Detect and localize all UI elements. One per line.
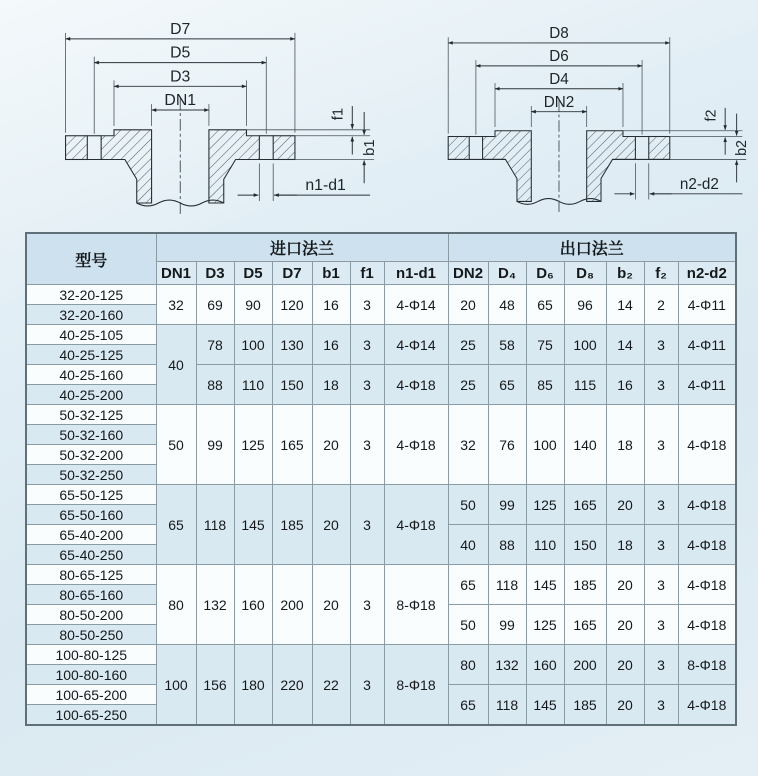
value-cell: 100 (156, 645, 196, 726)
value-cell: 4-Φ11 (678, 365, 736, 405)
value-cell: 165 (272, 405, 312, 485)
model-cell: 65-50-125 (26, 485, 156, 505)
value-cell: 69 (196, 285, 234, 325)
value-cell: 3 (350, 645, 384, 726)
model-cell: 65-50-160 (26, 505, 156, 525)
value-cell: 4-Φ11 (678, 325, 736, 365)
value-cell: 125 (526, 485, 564, 525)
model-cell: 40-25-160 (26, 365, 156, 385)
value-cell: 160 (526, 645, 564, 685)
value-cell: 120 (272, 285, 312, 325)
value-cell: 8-Φ18 (384, 645, 448, 726)
value-cell: 18 (312, 365, 350, 405)
value-cell: 14 (606, 285, 644, 325)
label-f: f1 (330, 107, 347, 121)
value-cell: 3 (644, 325, 678, 365)
value-cell: 140 (564, 405, 606, 485)
value-cell: 3 (350, 285, 384, 325)
value-cell: 100 (234, 325, 272, 365)
value-cell: 3 (644, 685, 678, 726)
value-cell: 8-Φ18 (678, 645, 736, 685)
model-cell: 40-25-200 (26, 385, 156, 405)
value-cell: 3 (350, 565, 384, 645)
value-cell: 16 (312, 285, 350, 325)
model-cell: 80-50-200 (26, 605, 156, 625)
value-cell: 110 (526, 525, 564, 565)
label-b: b1 (362, 139, 378, 156)
value-cell: 80 (156, 565, 196, 645)
value-cell: 65 (526, 285, 564, 325)
inlet-flange-header: 进口法兰 (156, 233, 448, 262)
value-cell: 125 (526, 605, 564, 645)
value-cell: 145 (234, 485, 272, 565)
value-cell: 40 (156, 325, 196, 405)
value-cell: 180 (234, 645, 272, 726)
value-cell: 18 (606, 405, 644, 485)
value-cell: 2 (644, 285, 678, 325)
flange-body (66, 98, 295, 215)
table-row (26, 485, 736, 505)
value-cell: 4-Φ11 (678, 285, 736, 325)
value-cell: 99 (488, 605, 526, 645)
value-cell: 40 (448, 525, 488, 565)
model-column-header: 型号 (26, 233, 156, 285)
value-cell: 88 (196, 365, 234, 405)
label-d-face: D3 (170, 68, 191, 86)
value-cell: 185 (272, 485, 312, 565)
value-cell: 200 (564, 645, 606, 685)
value-cell: 3 (644, 365, 678, 405)
value-cell: 90 (234, 285, 272, 325)
value-cell: 20 (606, 685, 644, 726)
value-cell: 76 (488, 405, 526, 485)
value-cell: 132 (196, 565, 234, 645)
value-cell: 25 (448, 325, 488, 365)
value-cell: 100 (526, 405, 564, 485)
col-header-dn1: DN1 (156, 262, 196, 285)
col-header-b2: b₂ (606, 262, 644, 285)
value-cell: 88 (488, 525, 526, 565)
value-cell: 118 (196, 485, 234, 565)
value-cell: 16 (312, 325, 350, 365)
label-d-outer: D8 (549, 25, 569, 43)
outlet-flange-header: 出口法兰 (448, 233, 736, 262)
value-cell: 4-Φ14 (384, 285, 448, 325)
dimension-raised-face-height (246, 106, 370, 154)
label-d-bolt: D6 (549, 48, 569, 66)
table-row (26, 365, 736, 385)
table-row (26, 405, 736, 425)
col-header-f1: f1 (350, 262, 384, 285)
value-cell: 4-Φ18 (678, 485, 736, 525)
dimension-thickness (295, 112, 378, 183)
col-header-d8: D₈ (564, 262, 606, 285)
value-cell: 20 (312, 565, 350, 645)
value-cell: 4-Φ18 (678, 405, 736, 485)
value-cell: 130 (272, 325, 312, 365)
value-cell: 132 (488, 645, 526, 685)
value-cell: 4-Φ14 (384, 325, 448, 365)
table-row (26, 645, 736, 665)
value-cell: 50 (448, 605, 488, 645)
value-cell: 8-Φ18 (384, 565, 448, 645)
value-cell: 96 (564, 285, 606, 325)
value-cell: 65 (488, 365, 526, 405)
model-cell: 100-80-125 (26, 645, 156, 665)
value-cell: 165 (564, 605, 606, 645)
value-cell: 156 (196, 645, 234, 726)
value-cell: 20 (312, 485, 350, 565)
value-cell: 145 (526, 685, 564, 726)
value-cell: 118 (488, 685, 526, 726)
value-cell: 185 (564, 685, 606, 726)
model-cell: 65-40-250 (26, 545, 156, 565)
table-row (26, 285, 736, 305)
model-cell: 100-65-250 (26, 705, 156, 726)
value-cell: 4-Φ18 (384, 405, 448, 485)
value-cell: 20 (448, 285, 488, 325)
col-header-n2-d2: n2-d2 (678, 262, 736, 285)
value-cell: 25 (448, 365, 488, 405)
model-cell: 40-25-105 (26, 325, 156, 345)
value-cell: 145 (526, 565, 564, 605)
outlet-flange-drawing (410, 14, 750, 217)
value-cell: 16 (606, 365, 644, 405)
col-header-d3: D3 (196, 262, 234, 285)
label-d-face: D4 (549, 70, 569, 88)
col-header-n1-d1: n1-d1 (384, 262, 448, 285)
model-cell: 80-50-250 (26, 625, 156, 645)
model-cell: 80-65-125 (26, 565, 156, 585)
label-d-bolt: D5 (170, 44, 191, 62)
model-cell: 50-32-200 (26, 445, 156, 465)
label-f: f2 (703, 109, 720, 122)
value-cell: 4-Φ18 (384, 365, 448, 405)
col-header-d7: D7 (272, 262, 312, 285)
model-cell: 50-32-125 (26, 405, 156, 425)
value-cell: 4-Φ18 (678, 685, 736, 726)
value-cell: 150 (272, 365, 312, 405)
model-cell: 100-80-160 (26, 665, 156, 685)
value-cell: 32 (156, 285, 196, 325)
col-header-d4: D₄ (488, 262, 526, 285)
value-cell: 99 (488, 485, 526, 525)
value-cell: 3 (350, 365, 384, 405)
value-cell: 3 (644, 405, 678, 485)
value-cell: 78 (196, 325, 234, 365)
value-cell: 20 (312, 405, 350, 485)
model-cell: 32-20-160 (26, 305, 156, 325)
value-cell: 3 (350, 485, 384, 565)
flange-body (448, 100, 670, 213)
col-header-d6: D₆ (526, 262, 564, 285)
col-header-b1: b1 (312, 262, 350, 285)
value-cell: 3 (644, 485, 678, 525)
value-cell: 4-Φ18 (678, 525, 736, 565)
value-cell: 20 (606, 565, 644, 605)
value-cell: 110 (234, 365, 272, 405)
label-d-bore: DN2 (543, 93, 575, 111)
table-row (26, 565, 736, 585)
value-cell: 75 (526, 325, 564, 365)
value-cell: 3 (644, 525, 678, 565)
dimension-raised-face-height (623, 108, 742, 155)
dimension-bolt-holes (614, 163, 742, 199)
value-cell: 58 (488, 325, 526, 365)
value-cell: 50 (156, 405, 196, 485)
label-holes: n1-d1 (305, 177, 346, 195)
model-cell: 32-20-125 (26, 285, 156, 305)
value-cell: 65 (448, 565, 488, 605)
value-cell: 99 (196, 405, 234, 485)
value-cell: 160 (234, 565, 272, 645)
value-cell: 3 (644, 605, 678, 645)
value-cell: 18 (606, 525, 644, 565)
value-cell: 20 (606, 645, 644, 685)
model-cell: 65-40-200 (26, 525, 156, 545)
value-cell: 80 (448, 645, 488, 685)
value-cell: 3 (644, 645, 678, 685)
col-header-dn2: DN2 (448, 262, 488, 285)
value-cell: 125 (234, 405, 272, 485)
label-b: b2 (734, 140, 750, 156)
value-cell: 85 (526, 365, 564, 405)
value-cell: 22 (312, 645, 350, 726)
flange-dimension-table (25, 232, 737, 726)
model-cell: 50-32-250 (26, 465, 156, 485)
inlet-flange-drawing (26, 8, 378, 220)
model-cell: 80-65-160 (26, 585, 156, 605)
value-cell: 165 (564, 485, 606, 525)
value-cell: 4-Φ18 (678, 605, 736, 645)
dimension-bolt-holes (238, 163, 370, 201)
value-cell: 65 (448, 685, 488, 726)
value-cell: 200 (272, 565, 312, 645)
value-cell: 50 (448, 485, 488, 525)
value-cell: 4-Φ18 (678, 565, 736, 605)
value-cell: 3 (644, 565, 678, 605)
label-holes: n2-d2 (679, 176, 719, 194)
value-cell: 20 (606, 485, 644, 525)
model-cell: 50-32-160 (26, 425, 156, 445)
model-cell: 100-65-200 (26, 685, 156, 705)
value-cell: 14 (606, 325, 644, 365)
col-header-d5: D5 (234, 262, 272, 285)
value-cell: 3 (350, 405, 384, 485)
value-cell: 65 (156, 485, 196, 565)
dimension-thickness (670, 114, 750, 183)
value-cell: 150 (564, 525, 606, 565)
value-cell: 220 (272, 645, 312, 726)
value-cell: 32 (448, 405, 488, 485)
col-header-f2: f₂ (644, 262, 678, 285)
model-cell: 40-25-125 (26, 345, 156, 365)
table-row (26, 325, 736, 345)
value-cell: 185 (564, 565, 606, 605)
value-cell: 115 (564, 365, 606, 405)
value-cell: 3 (350, 325, 384, 365)
value-cell: 100 (564, 325, 606, 365)
value-cell: 118 (488, 565, 526, 605)
value-cell: 4-Φ18 (384, 485, 448, 565)
label-d-outer: D7 (170, 20, 191, 38)
value-cell: 48 (488, 285, 526, 325)
label-d-bore: DN1 (164, 92, 197, 110)
value-cell: 20 (606, 605, 644, 645)
